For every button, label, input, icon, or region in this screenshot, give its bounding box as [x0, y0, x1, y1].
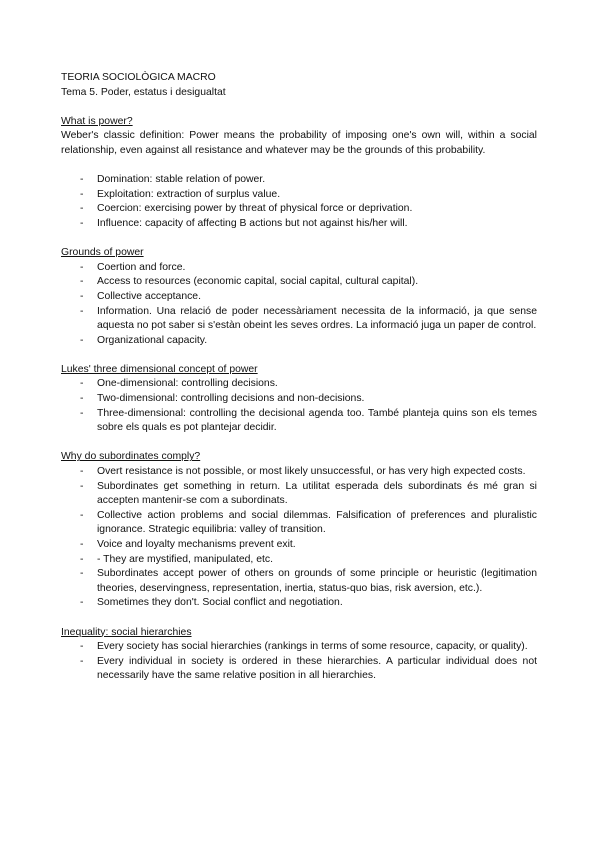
section-heading-inequality: Inequality: social hierarchies	[61, 626, 192, 638]
section-heading-what-is-power: What is power?	[61, 115, 133, 127]
list-item: - One-dimensional: controlling decisions.	[61, 377, 537, 392]
list-item: - Three-dimensional: controlling the decisional agenda too. També planteja quins son els temes sobre els quals es pot plantejar decidir.	[61, 407, 537, 436]
list-item: - Voice and loyalty mechanisms prevent exit.	[61, 538, 537, 553]
section-heading-why-comply: Why do subordinates comply?	[61, 451, 201, 463]
list-item: - Influence: capacity of affecting B actions but not against his/her will.	[61, 217, 537, 232]
list-item: - Two-dimensional: controlling decisions and non-decisions.	[61, 392, 537, 407]
document-page	[61, 71, 537, 684]
list-item: - Organizational capacity.	[61, 334, 537, 349]
grounds-of-power-list	[61, 261, 537, 349]
list-item: - Information. Una relació de poder necessàriament necessita de la informació, ja que sense aquesta no pot saber si s'estàn obeint les seves ordres. La informació juga un paper de control.	[61, 305, 537, 334]
list-item: - Overt resistance is not possible, or most likely unsuccessful, or has very high expected costs.	[61, 465, 537, 480]
section-heading-lukes: Lukes' three dimensional concept of power	[61, 363, 258, 375]
list-item: - Coertion and force.	[61, 261, 537, 276]
social-hierarchies-list	[61, 640, 537, 684]
list-item: - Access to resources (economic capital, social capital, cultural capital).	[61, 275, 537, 290]
list-item: - Exploitation: extraction of surplus value.	[61, 188, 537, 203]
weber-definition-paragraph: Weber's classic definition: Power means the probability of imposing one's own will, within a social relationship, even against all resistance and whatever may be the grounds of this probability.	[61, 130, 537, 156]
list-item: - - They are mystified, manipulated, etc.	[61, 553, 537, 568]
course-title: TEORIA SOCIOLÒGICA MACRO	[61, 72, 216, 83]
list-item: - Collective action problems and social dilemmas. Falsification of preferences and pluralistic ignorance. Strategic equilibria: valley of transition.	[61, 509, 537, 538]
power-types-list	[61, 173, 537, 231]
list-item: - Subordinates accept power of others on grounds of some principle or heuristic (legitimation theories, deservingness, representation, inertia, status-quo bias, risk aversion, etc.).	[61, 567, 537, 596]
compliance-reasons-list	[61, 465, 537, 611]
list-item: - Subordinates get something in return. La utilitat esperada dels subordinats és mé gran si accepten mantenir-se com a subordinats.	[61, 480, 537, 509]
section-heading-grounds-of-power: Grounds of power	[61, 247, 144, 259]
list-item: - Every society has social hierarchies (rankings in terms of some resource, capacity, or quality).	[61, 640, 537, 655]
topic-title: Tema 5. Poder, estatus i desigualtat	[61, 86, 226, 98]
lukes-dimensions-list	[61, 377, 537, 435]
list-item: - Coercion: exercising power by threat of physical force or deprivation.	[61, 202, 537, 217]
list-item: - Domination: stable relation of power.	[61, 173, 537, 188]
list-item: - Sometimes they don't. Social conflict and negotiation.	[61, 596, 537, 611]
list-item: - Every individual in society is ordered in these hierarchies. A particular individual does not necessarily have the same relative position in all hierarchies.	[61, 655, 537, 684]
list-item: - Collective acceptance.	[61, 290, 537, 305]
